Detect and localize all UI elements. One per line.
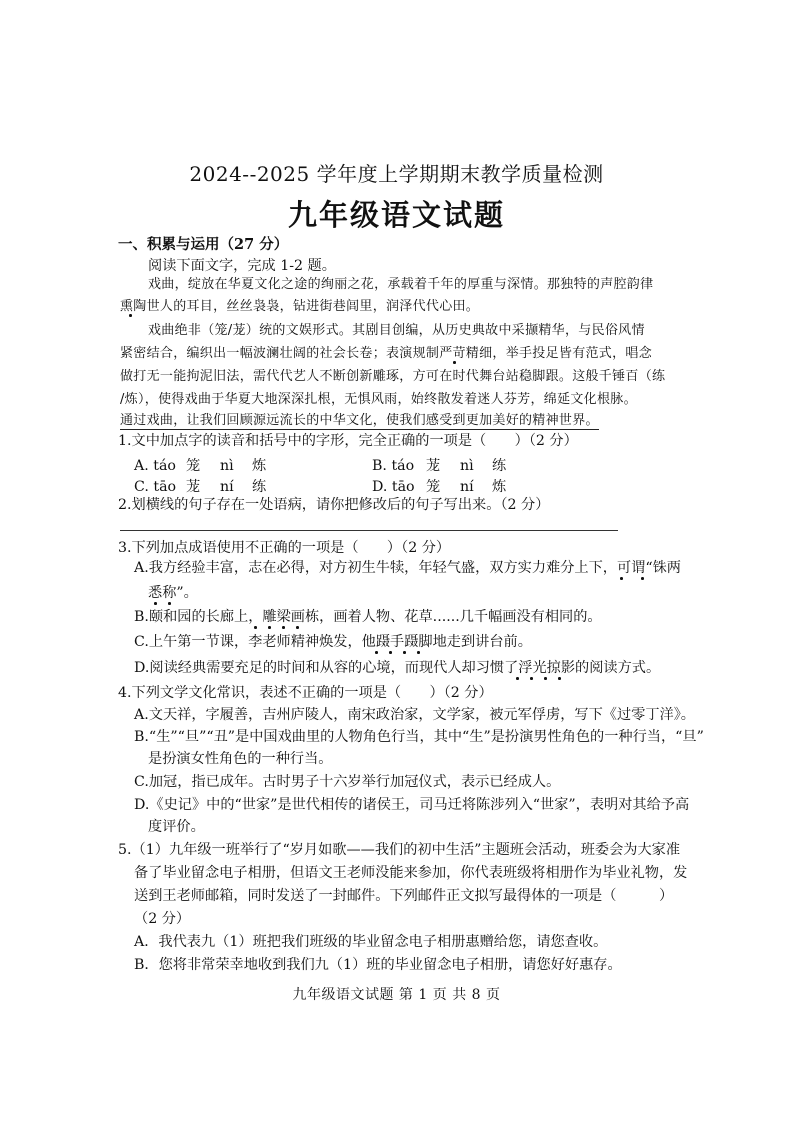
passage-line: 做打无一能拘泥旧法，需代代艺人不断创新雕琢，方可在时代舞台站稳脚跟。这般千锤百（练 [120, 369, 666, 384]
emphasis-dot [168, 602, 171, 605]
section-heading: 一、积累与运用（27 分） [118, 236, 289, 253]
q3-option-b: B.颐和园的长廊上，雕梁画栋，画着人物、花草......几千幅画没有相同的。 [134, 609, 602, 625]
passage-line: 紧密结合，编织出一幅波澜壮阔的社会长卷；表演规制严苛精细，举手投足皆有范式，唱念 [120, 346, 653, 361]
q3-option-a: A.我方经验丰富，志在必得，对方初生牛犊，年轻气盛，双方实力难分上下，可谓“铢两 [134, 560, 681, 576]
q5-option-b: B．您将非常荣幸地收到我们九（1）班的毕业留念电子相册，请您好好惠存。 [134, 957, 622, 973]
q4-option-b: B.“生”“旦”“丑”是中国戏曲里的人物角色行当，其中“生”是扮演男性角色的一种行当，“旦” [134, 729, 704, 745]
exam-title: 九年级语文试题 [287, 198, 505, 232]
emphasis-dot [620, 577, 623, 580]
passage-line: 熏陶世人的耳目，丝丝袅袅，钻进街巷闾里，润泽代代心田。 [120, 299, 480, 314]
q4-option-d: D.《史记》中的“世家”是世代相传的诸侯王，司马迁将陈涉列入“世家”，表明对其给予高 [134, 797, 690, 813]
exam-header: 2024--2025 学年度上学期期末教学质量检测 [189, 162, 604, 186]
page-footer: 九年级语文试题 第 1 页 共 8 页 [292, 987, 501, 1003]
emphasis-dot [129, 314, 132, 317]
emphasis-dot [453, 361, 456, 364]
emphasis-dot [282, 626, 285, 629]
answer-line [120, 530, 618, 531]
q1-option-b: B. táo 茏 nì 练 [372, 458, 507, 474]
passage-line: 戏曲，绽放在华夏文化之途的绚丽之花，承载着千年的厚重与深情。那独特的声腔韵律 [148, 277, 654, 292]
question-2: 2.划横线的句子存在一处语病，请你把修改后的句子写出来。（2 分） [118, 497, 550, 513]
question-5-cont: 备了毕业留念电子相册，但语文王老师没能来参加，你代表班级将相册作为毕业礼物，发 [134, 865, 688, 881]
reading-instruction: 阅读下面文字，完成 1-2 题。 [148, 258, 336, 274]
emphasis-dot [544, 677, 547, 680]
question-4: 4.下列文学文化常识，表述不正确的一项是（ ）（2 分） [118, 685, 493, 701]
q4-option-d-cont: 度评价。 [148, 819, 205, 835]
emphasis-dot [641, 577, 644, 580]
underlined-sentence: 通过戏曲，让我们回顾源远流长的中华文化，使我们感受到更加美好的精神世界。 [120, 413, 599, 428]
emphasis-dot [254, 626, 257, 629]
emphasis-dot [516, 677, 519, 680]
q4-option-c: C.加冠，指已成年。古时男子十六岁举行加冠仪式，表示已经成人。 [134, 774, 561, 790]
emphasis-dot [530, 677, 533, 680]
question-5: 5.（1）九年级一班举行了“岁月如歌——我们的初中生活”主题班会活动，班委会为大家准 [118, 842, 681, 858]
passage-line: 戏曲绝非（笼/茏）统的文娱形式。其剧目创编，从历史典故中采撷精华，与民俗风情 [148, 323, 645, 338]
q4-option-b-cont: 是扮演女性角色的一种行当。 [148, 751, 333, 767]
emphasis-dot [268, 626, 271, 629]
q3-option-c: C.上午第一节课，李老师精神焕发，他蹑手蹑脚地走到讲台前。 [134, 634, 532, 650]
question-3: 3.下列加点成语使用不正确的一项是（ ）（2 分） [118, 540, 451, 556]
emphasis-dot [417, 651, 420, 654]
emphasis-dot [154, 602, 157, 605]
question-1: 1.文中加点字的读音和括号中的字形，完全正确的一项是（ ）（2 分） [118, 433, 578, 449]
emphasis-dot [403, 651, 406, 654]
q3-option-d: D.阅读经典需要充足的时间和从容的心境，而现代人却习惯了浮光掠影的阅读方式。 [134, 660, 661, 676]
passage-line: /炼），使得戏曲于华夏大地深深扎根，无惧风雨，始终散发着迷人芬芳，绵延文化根脉。 [120, 392, 637, 407]
q1-option-d: D. tāo 笼 ní 炼 [372, 479, 507, 495]
q5-option-a: A．我代表九（1）班把我们班级的毕业留念电子相册惠赠给您，请您查收。 [134, 934, 608, 950]
question-5-cont: （2 分） [134, 911, 191, 927]
emphasis-dot [558, 677, 561, 680]
emphasis-dot [389, 651, 392, 654]
q1-option-c: C. tāo 茏 ní 练 [134, 479, 267, 495]
q1-option-a: A. táo 笼 nì 炼 [134, 458, 267, 474]
question-5-cont: 送到王老师邮箱，同时发送了一封邮件。下列邮件正文拟写最得体的一项是（ ） [134, 888, 674, 904]
emphasis-dot [296, 626, 299, 629]
emphasis-dot [375, 651, 378, 654]
q3-option-a-cont: 悉称”。 [148, 585, 198, 601]
q4-option-a: A.文天祥，字履善，吉州庐陵人，南宋政治家，文学家，被元军俘虏，写下《过零丁洋》。 [134, 707, 695, 723]
